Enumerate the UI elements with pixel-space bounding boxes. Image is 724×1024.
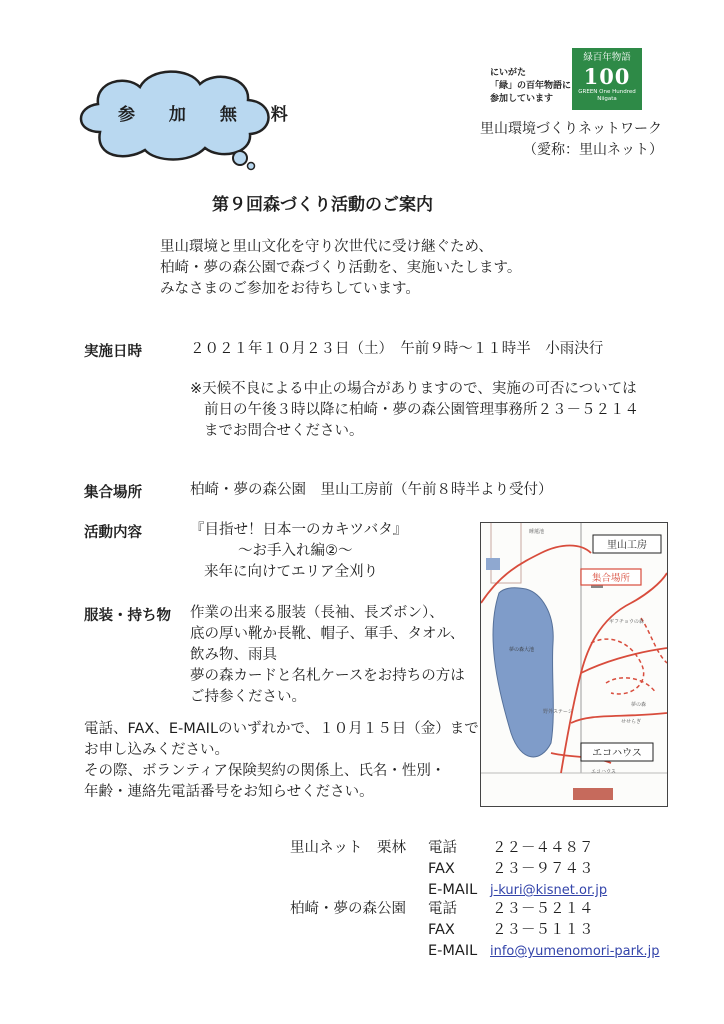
logo-sub2: Niigata (597, 96, 617, 102)
map-label-workshop: 里山工房 (607, 540, 647, 551)
contact-email-link[interactable]: j-kuri@kisnet.or.jp (490, 883, 608, 898)
intro-text (160, 237, 521, 300)
clothing-line: 作業の出来る服装（長袖、長ズボン）、 (190, 605, 444, 621)
contact-type: 電話 (428, 901, 457, 917)
park-map-drawing (481, 523, 667, 806)
green-100-logo (572, 48, 642, 110)
map-small-label: せせらぎ (621, 719, 642, 725)
contact-type: 電話 (428, 840, 457, 856)
schedule-note-line: 前日の午後３時以降に柏崎・夢の森公園管理事務所２３－５２１４ (204, 402, 639, 418)
map-small-label: 夢の森 (631, 702, 647, 708)
logo-top-text: 緑百年物語 (583, 52, 631, 63)
map-label-meeting: 集合場所 (591, 573, 631, 584)
clothing-line: 夢の森カードと名札ケースをお持ちの方は (190, 668, 465, 684)
schedule-value: ２０２１年１０月２３日（土） 午前９時～１１時半 小雨決行 (190, 341, 604, 357)
contact-type: E-MAIL (428, 882, 478, 898)
activity-line: 『目指せ！日本一のカキツバタ』 (190, 522, 408, 538)
apply-line: 年齢・連絡先電話番号をお知らせください。 (84, 784, 374, 800)
contact-type: FAX (428, 861, 455, 877)
contact-phone[interactable]: ２３－５２１４ (492, 901, 594, 917)
intro-line: みなさまのご参加をお待ちしています。 (160, 281, 420, 297)
schedule-label: 実施日時 (84, 344, 142, 360)
caption-line: にいがた (490, 68, 527, 78)
map-small-label: ギフチョウの森 (609, 619, 644, 625)
map-small-label: 睡蓮池 (529, 529, 545, 535)
meeting-value: 柏崎・夢の森公園 里山工房前（午前８時半より受付） (190, 482, 553, 498)
contact-org: 柏崎・夢の森公園 (290, 901, 406, 917)
free-admission-text: 参 加 無 料 (118, 105, 302, 125)
contact-fax: ２３－９７４３ (492, 861, 594, 877)
clothing-line: 底の厚い靴か長靴、帽子、軍手、タオル、 (190, 626, 465, 642)
page-title: 第９回森づくり活動のご案内 (212, 195, 433, 215)
logo-number: 100 (583, 64, 631, 89)
clothing-line: ご持参ください。 (190, 689, 306, 705)
map-small-label: 夢の森大池 (509, 647, 535, 653)
intro-line: 里山環境と里山文化を守り次世代に受け継ぐため、 (160, 239, 493, 255)
map-small-label: 野外ステージ (543, 709, 573, 715)
schedule-note-line: ※天候不良による中止の場合がありますので、実施の可否については (190, 381, 637, 397)
schedule-note-line: までお問合せください。 (204, 423, 364, 439)
contact-phone[interactable]: ２２－４４８７ (492, 840, 594, 856)
organizer-name: 里山環境づくりネットワーク (480, 121, 662, 137)
caption-line: 参加しています (490, 94, 554, 104)
contact-fax: ２３－５１１３ (492, 922, 594, 938)
activity-line: ～お手入れ編②～ (238, 543, 353, 559)
park-map (480, 522, 668, 807)
apply-line: 電話、FAX、E-MAILのいずれかで、１０月１５日（金）まで (84, 721, 479, 737)
meeting-label: 集合場所 (84, 485, 142, 501)
map-label-ecohouse: エコハウス (592, 748, 642, 759)
contact-type: FAX (428, 922, 455, 938)
clothing-label: 服装・持ち物 (84, 608, 171, 624)
intro-line: 柏崎・夢の森公園で森づくり活動を、実施いたします。 (160, 260, 522, 276)
caption-line: 「緑」の百年物語に (490, 81, 572, 91)
organizer-nickname: （愛称：里山ネット） (523, 142, 663, 158)
map-small-label: エコハウス (591, 769, 616, 775)
contact-org: 里山ネット 栗林 (290, 840, 406, 856)
logo-sub1: GREEN One Hundred (578, 89, 636, 95)
activity-label: 活動内容 (84, 525, 142, 541)
apply-line: お申し込みください。 (84, 742, 229, 758)
green-100-caption (490, 67, 571, 106)
apply-line: その際、ボランティア保険契約の関係上、氏名・性別・ (84, 763, 446, 779)
contact-email-link[interactable]: info@yumenomori-park.jp (490, 944, 660, 959)
contact-type: E-MAIL (428, 943, 478, 959)
activity-line: 来年に向けてエリア全刈り (204, 564, 378, 580)
clothing-line: 飲み物、雨具 (190, 647, 277, 663)
